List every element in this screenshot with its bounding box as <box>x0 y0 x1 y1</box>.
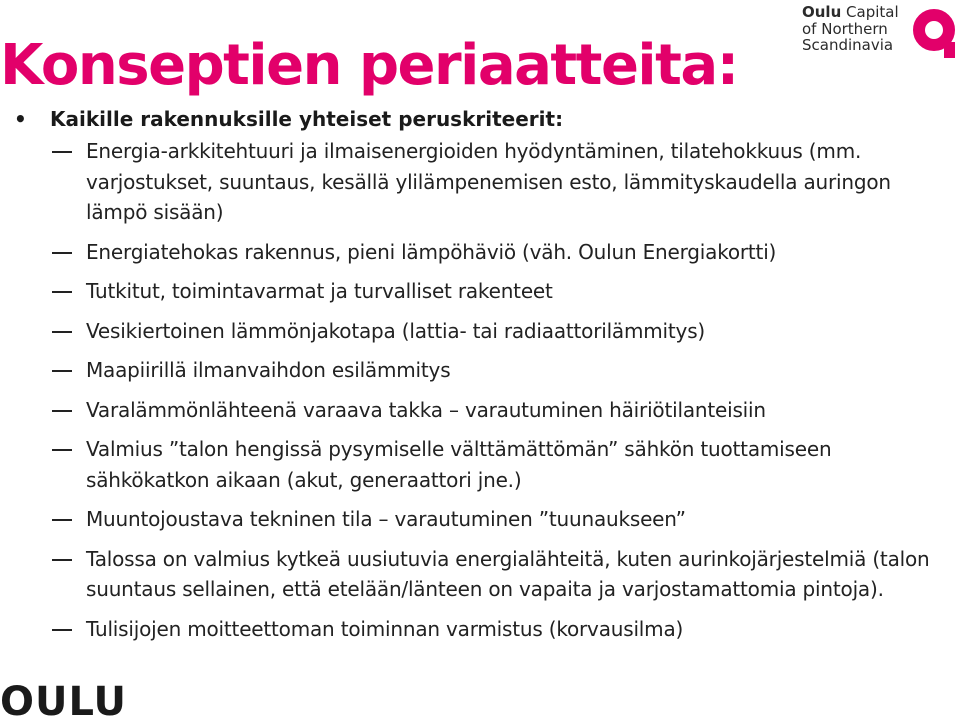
dash-icon <box>14 434 86 464</box>
logo-line2: of Northern <box>802 19 888 38</box>
logo-line1-rest: Capital <box>846 3 899 21</box>
logo-line1-bold: Oulu <box>802 3 842 21</box>
list-item <box>14 434 954 495</box>
pink-ring-logo-icon <box>912 8 958 58</box>
list-item-text: Valmius ”talon hengissä pysymiselle välttämättömän” sähkön tuottamiseen sähkökatkon aikaan (akut, generaattori jne.) <box>86 437 832 492</box>
list-item <box>14 395 954 426</box>
list-item-text: Tutkitut, toimintavarmat ja turvalliset rakenteet <box>86 279 553 303</box>
oulu-footer-logo: OULU <box>0 679 128 725</box>
list-item <box>14 276 954 307</box>
list-item <box>14 136 954 228</box>
dash-icon <box>14 355 86 385</box>
logo-text <box>802 4 899 54</box>
dash-icon <box>14 544 86 574</box>
dash-icon <box>14 614 86 644</box>
list-item <box>14 544 954 605</box>
oulu-capital-logo <box>802 4 960 62</box>
dash-icon <box>14 276 86 306</box>
dash-icon <box>14 316 86 346</box>
list-item <box>14 316 954 347</box>
list-item <box>14 355 954 386</box>
main-bullet-text: Kaikille rakennuksille yhteiset peruskriteerit: <box>50 107 564 131</box>
page-title: Konseptien periaatteita: <box>0 33 738 98</box>
bullet-dot-icon: • <box>14 107 27 131</box>
list-item <box>14 614 954 645</box>
dash-icon <box>14 504 86 534</box>
criteria-list <box>14 136 954 644</box>
list-item-text: Varalämmönlähteenä varaava takka – varautuminen häiriötilanteisiin <box>86 397 766 422</box>
slide-content <box>14 106 954 653</box>
list-item <box>14 237 954 268</box>
logo-line3: Scandinavia <box>802 36 894 54</box>
dash-icon <box>14 136 86 166</box>
list-item <box>14 504 954 535</box>
list-item-text: Energiatehokas rakennus, pieni lämpöhäviö (väh. Oulun Energiakortti) <box>86 239 777 264</box>
list-item-text: Muuntojoustava tekninen tila – varautuminen ”tuunaukseen” <box>86 507 686 531</box>
list-item-text: Vesikiertoinen lämmönjakotapa (lattia- tai radiaattorilämmitys) <box>86 318 706 343</box>
list-item-text: Talossa on valmius kytkeä uusiutuvia energialähteitä, kuten aurinkojärjestelmiä (talon suuntaus sellainen, että etelään/länteen on vapaita ja varjostamattomia pintoja). <box>86 546 930 601</box>
list-item-text: Maapiirillä ilmanvaihdon esilämmitys <box>86 358 451 382</box>
dash-icon <box>14 237 86 267</box>
dash-icon <box>14 395 86 425</box>
main-bullet <box>14 106 954 132</box>
list-item-text: Tulisijojen moitteettoman toiminnan varmistus (korvausilma) <box>86 616 684 641</box>
list-item-text: Energia-arkkitehtuuri ja ilmaisenergioiden hyödyntäminen, tilatehokkuus (mm. varjostukset, suuntaus, kesällä ylilämpenemisen esto, lämmityskaudella auringon lämpö sisään) <box>86 139 891 224</box>
